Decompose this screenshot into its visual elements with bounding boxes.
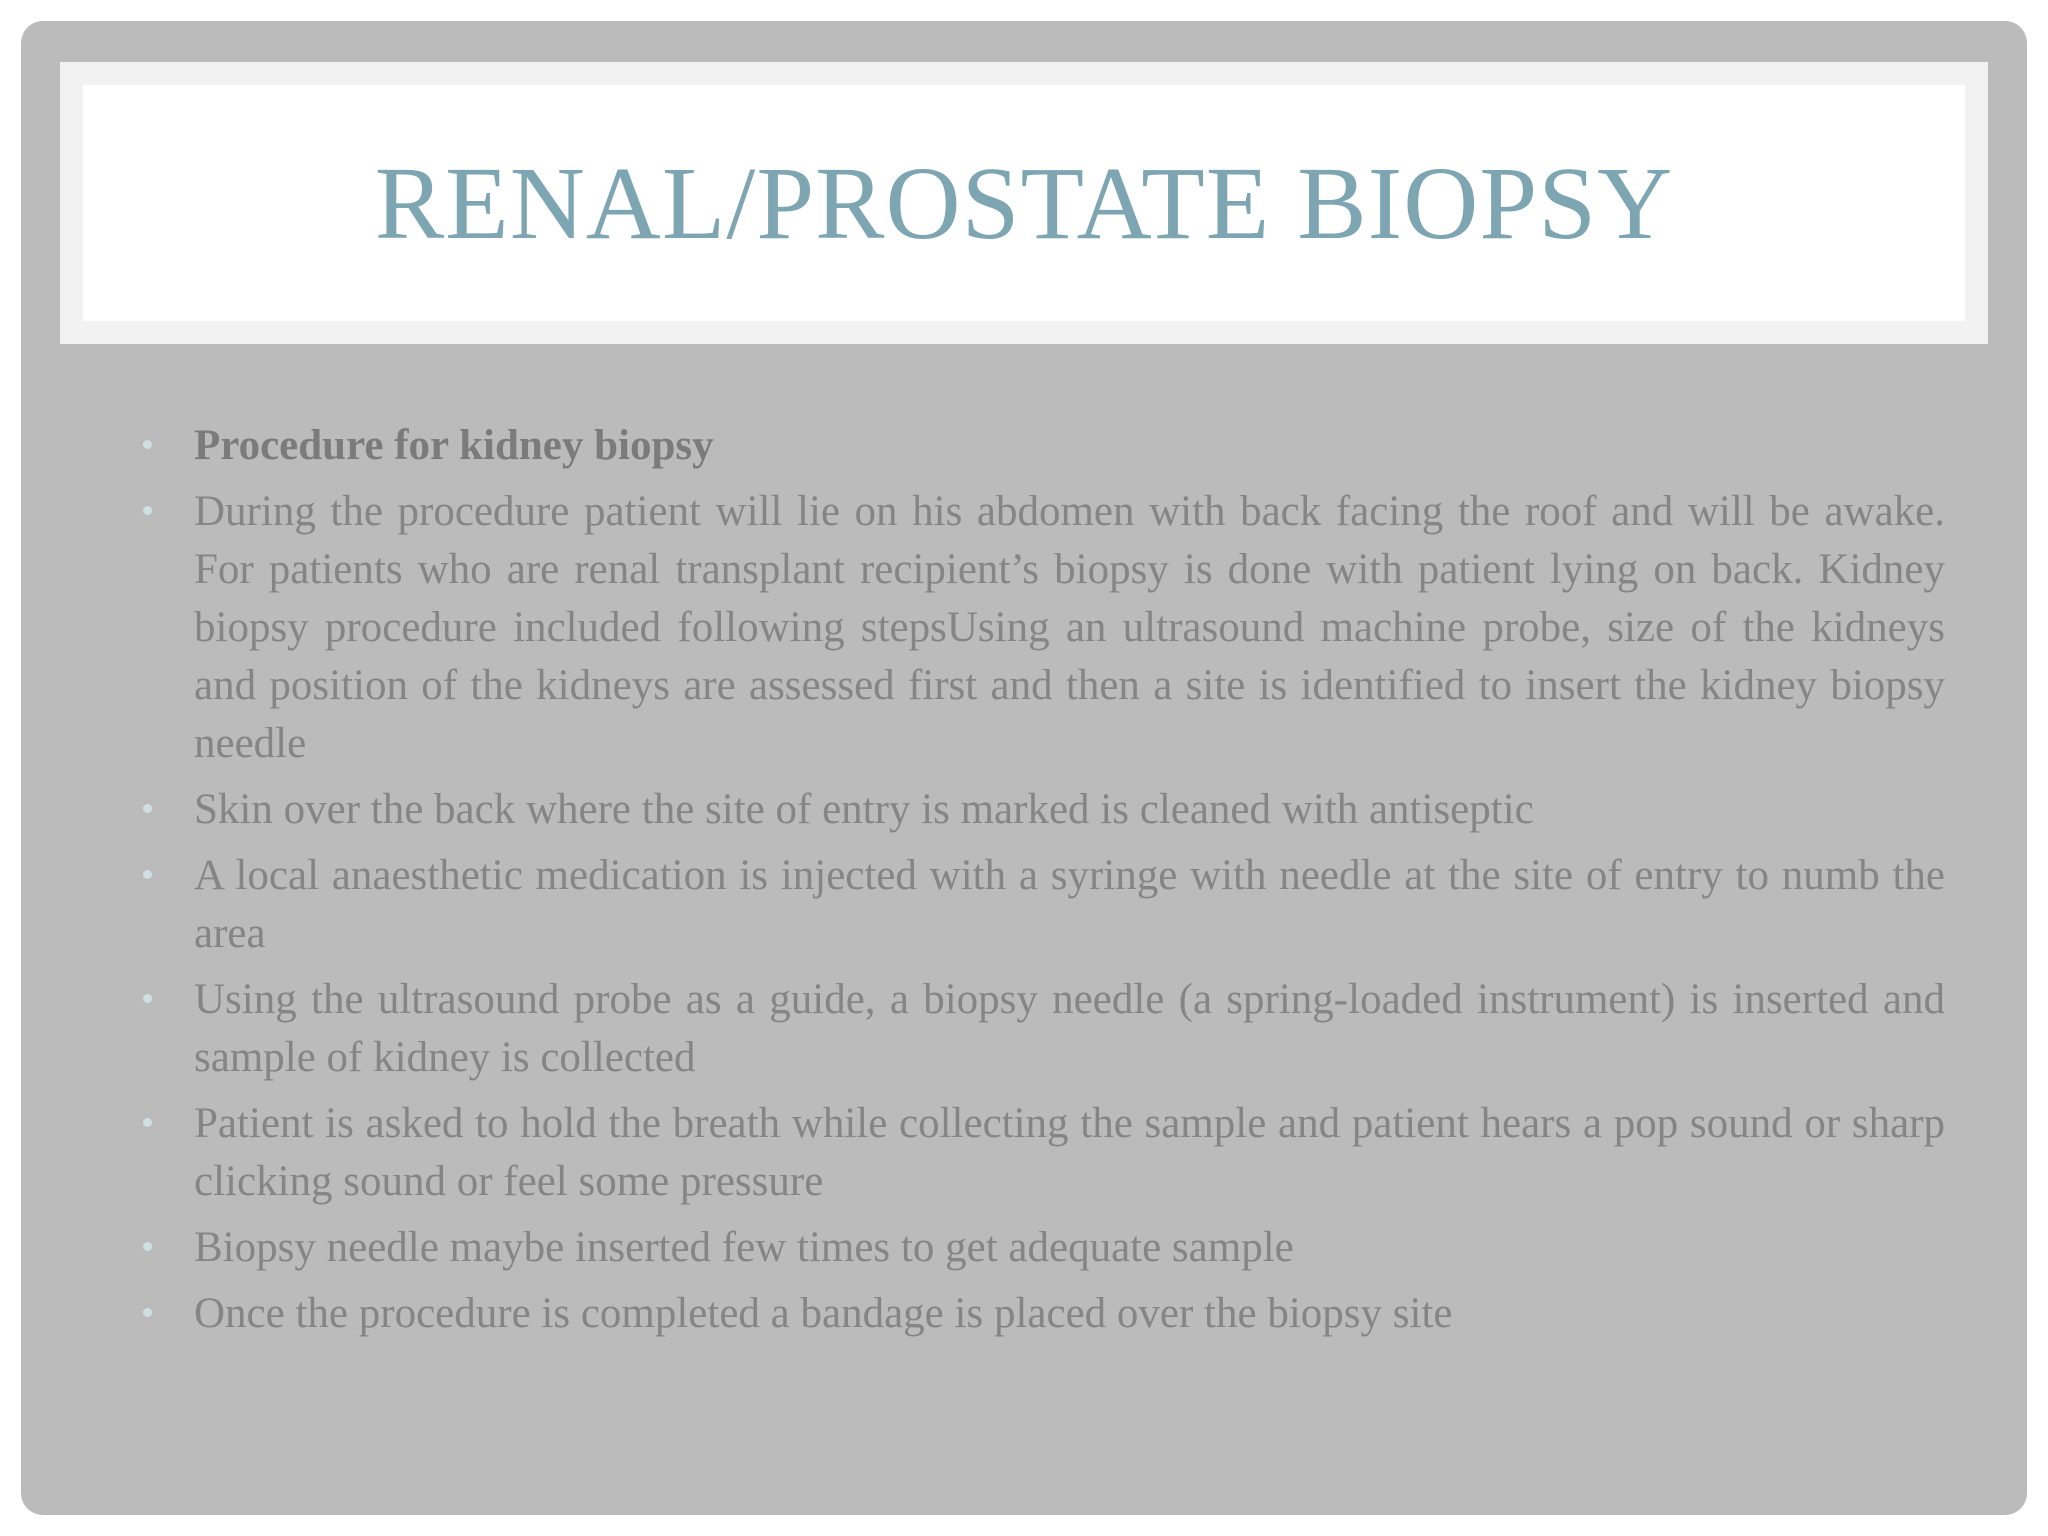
bullet-text: During the procedure patient will lie on his abdomen with back facing the roof and will be awake. For patients who are renal transplant recipient’s biopsy is done with patient lying on back. Kidney biopsy procedure included following stepsUsing an ultrasound machine probe, size of the kidneys and position of the kidneys are assessed first and then a site is identified to insert the kidney biopsy needle <box>194 488 1945 767</box>
title-frame <box>60 62 1988 344</box>
bullet-dot-icon <box>143 1308 152 1317</box>
bullet-text: Skin over the back where the site of entry is marked is cleaned with antiseptic <box>194 786 1534 833</box>
bullet-dot-icon <box>143 440 152 449</box>
bullet-item <box>125 483 1945 773</box>
bullet-item <box>125 781 1945 839</box>
bullet-item <box>125 1285 1945 1343</box>
bullet-text: Procedure for kidney biopsy <box>194 422 714 469</box>
bullet-text: A local anaesthetic medication is injected with a syringe with needle at the site of entry to numb the area <box>194 852 1945 957</box>
bullet-dot-icon <box>143 1242 152 1251</box>
title-box <box>83 85 1965 321</box>
bullet-dot-icon <box>143 804 152 813</box>
bullet-item <box>125 1219 1945 1277</box>
bullet-dot-icon <box>143 994 152 1003</box>
bullet-dot-icon <box>143 870 152 879</box>
bullet-dot-icon <box>143 1118 152 1127</box>
bullet-item <box>125 417 1945 475</box>
bullet-text: Patient is asked to hold the breath while collecting the sample and patient hears a pop sound or sharp clicking sound or feel some pressure <box>194 1100 1945 1205</box>
slide <box>21 21 2027 1515</box>
bullet-item <box>125 1095 1945 1211</box>
bullet-item <box>125 971 1945 1087</box>
bullet-dot-icon <box>143 506 152 515</box>
bullet-text: Once the procedure is completed a bandage is placed over the biopsy site <box>194 1290 1453 1337</box>
slide-title: RENAL/PROSTATE BIOPSY <box>374 145 1674 261</box>
bullet-list <box>125 417 1945 1351</box>
bullet-item <box>125 847 1945 963</box>
bullet-text: Biopsy needle maybe inserted few times to get adequate sample <box>194 1224 1294 1271</box>
bullet-text: Using the ultrasound probe as a guide, a biopsy needle (a spring-loaded instrument) is inserted and sample of kidney is collected <box>194 976 1945 1081</box>
